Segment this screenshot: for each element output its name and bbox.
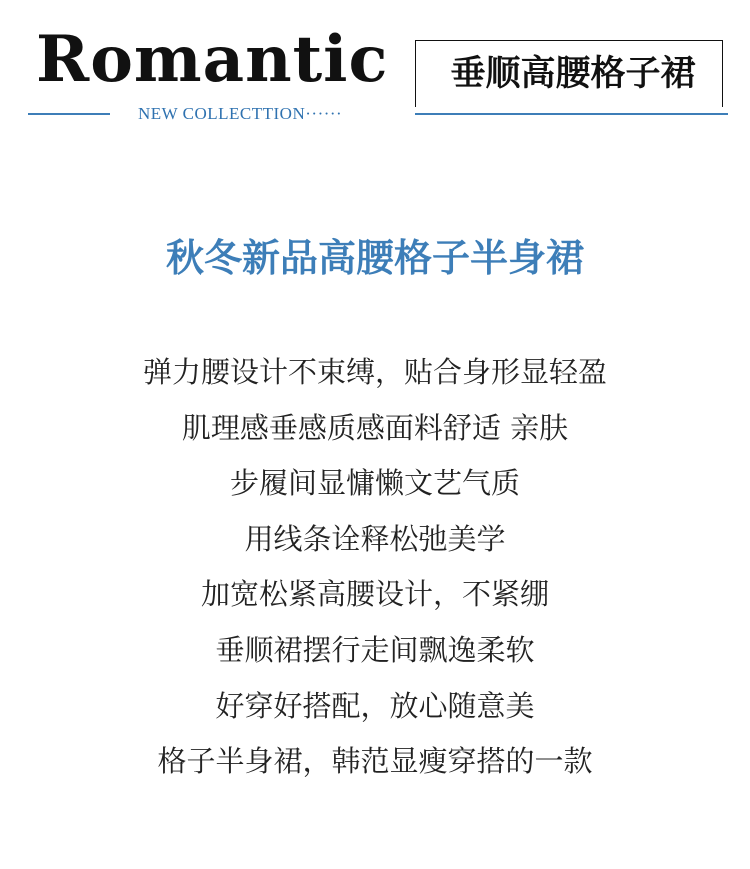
feature-line: 加宽松紧高腰设计，不紧绷 bbox=[200, 577, 549, 612]
brand-subtitle: NEW COLLECTTION······ bbox=[138, 104, 343, 123]
header-rule-right bbox=[415, 113, 728, 115]
headline: 秋冬新品高腰格子半身裙 bbox=[165, 236, 584, 280]
brand-title: Romantic bbox=[36, 22, 389, 97]
feature-line: 用线条诠释松弛美学 bbox=[244, 521, 506, 556]
feature-line: 步履间显慵懒文艺气质 bbox=[229, 466, 520, 501]
feature-line: 格子半身裙，韩范显瘦穿搭的一款 bbox=[157, 744, 593, 779]
feature-line: 弹力腰设计不束缚，贴合身形显轻盈 bbox=[142, 355, 607, 389]
feature-line: 垂顺裙摆行走间飘逸柔软 bbox=[215, 632, 535, 667]
feature-list bbox=[0, 346, 750, 791]
header-rule-left bbox=[28, 113, 110, 115]
product-label: 垂顺高腰格子裙 bbox=[450, 54, 696, 94]
feature-line: 好穿好搭配，放心随意美 bbox=[215, 688, 535, 723]
feature-line: 肌理感垂感质感面料舒适 亲肤 bbox=[181, 410, 569, 445]
